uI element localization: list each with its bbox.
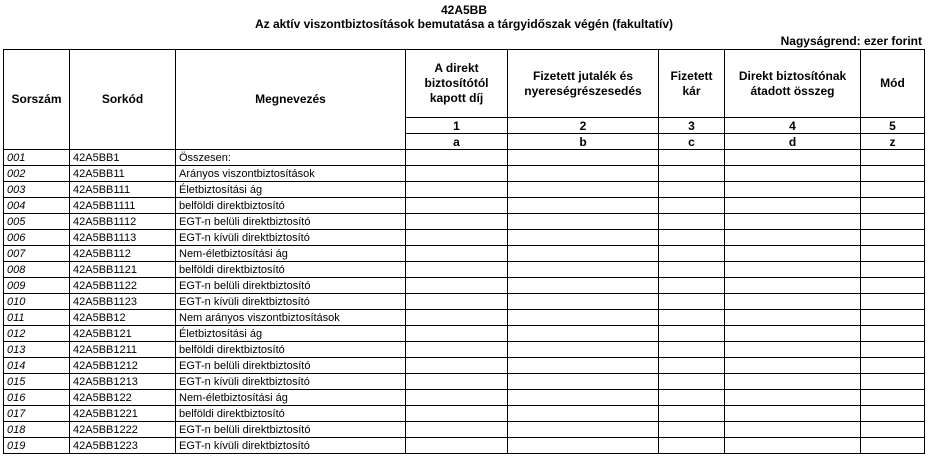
table-row xyxy=(4,310,925,326)
row-sorszam: 002 xyxy=(4,166,70,182)
table-row xyxy=(4,198,925,214)
row-sorkod: 42A5BB1211 xyxy=(70,342,176,358)
value-cell-col1[interactable] xyxy=(406,390,508,406)
value-cell-col4[interactable] xyxy=(725,406,861,422)
value-cell-col4[interactable] xyxy=(725,166,861,182)
table-row xyxy=(4,438,925,454)
value-cell-col3[interactable] xyxy=(659,150,725,166)
row-sorkod: 42A5BB1 xyxy=(70,150,176,166)
row-megnevezes: EGT-n belüli direktbiztosító xyxy=(176,422,406,438)
table-row xyxy=(4,390,925,406)
value-cell-col3[interactable] xyxy=(659,438,725,454)
value-cell-col3[interactable] xyxy=(659,406,725,422)
col-number: 3 xyxy=(659,118,725,134)
value-cell-col4[interactable] xyxy=(725,214,861,230)
value-cell-col1[interactable] xyxy=(406,230,508,246)
value-cell-col5[interactable] xyxy=(861,262,925,278)
value-cell-col3[interactable] xyxy=(659,230,725,246)
value-cell-col3[interactable] xyxy=(659,422,725,438)
row-sorszam: 008 xyxy=(4,262,70,278)
value-cell-col5[interactable] xyxy=(861,278,925,294)
col-header-4: Direkt biztosítónak átadott összeg xyxy=(725,50,861,118)
table-row xyxy=(4,246,925,262)
value-cell-col3[interactable] xyxy=(659,310,725,326)
value-cell-col2[interactable] xyxy=(508,182,659,198)
value-cell-col2[interactable] xyxy=(508,390,659,406)
value-cell-col2[interactable] xyxy=(508,246,659,262)
row-sorkod: 42A5BB1123 xyxy=(70,294,176,310)
value-cell-col1[interactable] xyxy=(406,214,508,230)
value-cell-col4[interactable] xyxy=(725,422,861,438)
value-cell-col1[interactable] xyxy=(406,422,508,438)
value-cell-col4[interactable] xyxy=(725,374,861,390)
col-header-3: Fizetett kár xyxy=(659,50,725,118)
value-cell-col3[interactable] xyxy=(659,198,725,214)
table-row xyxy=(4,182,925,198)
value-cell-col3[interactable] xyxy=(659,326,725,342)
value-cell-col2[interactable] xyxy=(508,422,659,438)
table-row xyxy=(4,278,925,294)
value-cell-col1[interactable] xyxy=(406,262,508,278)
value-cell-col1[interactable] xyxy=(406,246,508,262)
col-letter: b xyxy=(508,134,659,150)
row-sorszam: 003 xyxy=(4,182,70,198)
form-code: 42A5BB xyxy=(440,3,488,17)
table-row xyxy=(4,406,925,422)
value-cell-col2[interactable] xyxy=(508,278,659,294)
value-cell-col2[interactable] xyxy=(508,342,659,358)
row-sorkod: 42A5BB1222 xyxy=(70,422,176,438)
value-cell-col4[interactable] xyxy=(725,294,861,310)
value-cell-col3[interactable] xyxy=(659,294,725,310)
row-sorszam: 005 xyxy=(4,214,70,230)
value-cell-col5[interactable] xyxy=(861,182,925,198)
row-sorkod: 42A5BB1111 xyxy=(70,198,176,214)
value-cell-col5[interactable] xyxy=(861,294,925,310)
value-cell-col4[interactable] xyxy=(725,150,861,166)
row-megnevezes: belföldi direktbiztosító xyxy=(176,406,406,422)
row-sorszam: 009 xyxy=(4,278,70,294)
value-cell-col4[interactable] xyxy=(725,342,861,358)
row-sorszam: 001 xyxy=(4,150,70,166)
value-cell-col1[interactable] xyxy=(406,358,508,374)
col-header-2: Fizetett jutalék és nyereségrészesedés xyxy=(508,50,659,118)
col-number: 5 xyxy=(861,118,925,134)
table-row xyxy=(4,422,925,438)
col-number: 4 xyxy=(725,118,861,134)
value-cell-col4[interactable] xyxy=(725,326,861,342)
value-cell-col5[interactable] xyxy=(861,150,925,166)
value-cell-col1[interactable] xyxy=(406,182,508,198)
value-cell-col5[interactable] xyxy=(861,422,925,438)
value-cell-col3[interactable] xyxy=(659,390,725,406)
table-row xyxy=(4,326,925,342)
value-cell-col1[interactable] xyxy=(406,150,508,166)
row-megnevezes: belföldi direktbiztosító xyxy=(176,198,406,214)
value-cell-col3[interactable] xyxy=(659,182,725,198)
value-cell-col1[interactable] xyxy=(406,438,508,454)
table-row xyxy=(4,342,925,358)
row-sorszam: 004 xyxy=(4,198,70,214)
value-cell-col1[interactable] xyxy=(406,406,508,422)
row-megnevezes: Életbiztosítási ág xyxy=(176,326,406,342)
row-megnevezes: Arányos viszontbiztosítások xyxy=(176,166,406,182)
row-megnevezes: EGT-n belüli direktbiztosító xyxy=(176,214,406,230)
row-sorszam: 019 xyxy=(4,438,70,454)
value-cell-col2[interactable] xyxy=(508,326,659,342)
value-cell-col5[interactable] xyxy=(861,310,925,326)
value-cell-col1[interactable] xyxy=(406,166,508,182)
value-cell-col5[interactable] xyxy=(861,358,925,374)
row-sorszam: 014 xyxy=(4,358,70,374)
value-cell-col2[interactable] xyxy=(508,294,659,310)
col-letter: d xyxy=(725,134,861,150)
value-cell-col1[interactable] xyxy=(406,198,508,214)
row-megnevezes: Összesen: xyxy=(176,150,406,166)
table-row xyxy=(4,358,925,374)
value-cell-col3[interactable] xyxy=(659,246,725,262)
row-megnevezes: EGT-n kívüli direktbiztosító xyxy=(176,438,406,454)
row-sorkod: 42A5BB1221 xyxy=(70,406,176,422)
col-letter: c xyxy=(659,134,725,150)
row-megnevezes: Nem arányos viszontbiztosítások xyxy=(176,310,406,326)
value-cell-col4[interactable] xyxy=(725,230,861,246)
col-letter: z xyxy=(861,134,925,150)
row-sorkod: 42A5BB1122 xyxy=(70,278,176,294)
table-row xyxy=(4,294,925,310)
row-sorkod: 42A5BB11 xyxy=(70,166,176,182)
row-sorkod: 42A5BB1212 xyxy=(70,358,176,374)
table-row xyxy=(4,374,925,390)
value-cell-col3[interactable] xyxy=(659,166,725,182)
table-row xyxy=(4,262,925,278)
value-cell-col1[interactable] xyxy=(406,374,508,390)
value-cell-col5[interactable] xyxy=(861,246,925,262)
value-cell-col5[interactable] xyxy=(861,406,925,422)
header-row xyxy=(4,50,925,118)
row-sorkod: 42A5BB112 xyxy=(70,246,176,262)
row-sorkod: 42A5BB1112 xyxy=(70,214,176,230)
value-cell-col2[interactable] xyxy=(508,230,659,246)
row-sorkod: 42A5BB111 xyxy=(70,182,176,198)
value-cell-col1[interactable] xyxy=(406,326,508,342)
value-cell-col2[interactable] xyxy=(508,374,659,390)
row-megnevezes: belföldi direktbiztosító xyxy=(176,342,406,358)
row-sorszam: 011 xyxy=(4,310,70,326)
row-sorszam: 007 xyxy=(4,246,70,262)
value-cell-col5[interactable] xyxy=(861,230,925,246)
row-megnevezes: Nem-életbiztosítási ág xyxy=(176,246,406,262)
row-megnevezes: EGT-n kívüli direktbiztosító xyxy=(176,230,406,246)
row-megnevezes: Életbiztosítási ág xyxy=(176,182,406,198)
value-cell-col2[interactable] xyxy=(508,310,659,326)
row-sorkod: 42A5BB121 xyxy=(70,326,176,342)
table-row xyxy=(4,230,925,246)
col-number: 1 xyxy=(406,118,508,134)
col-header-1: A direkt biztosítótól kapott díj xyxy=(406,50,508,118)
value-cell-col2[interactable] xyxy=(508,214,659,230)
row-sorszam: 015 xyxy=(4,374,70,390)
row-sorszam: 010 xyxy=(4,294,70,310)
value-cell-col2[interactable] xyxy=(508,406,659,422)
table-row xyxy=(4,166,925,182)
value-cell-col5[interactable] xyxy=(861,438,925,454)
value-cell-col4[interactable] xyxy=(725,438,861,454)
row-sorkod: 42A5BB1223 xyxy=(70,438,176,454)
value-cell-col4[interactable] xyxy=(725,310,861,326)
value-cell-col5[interactable] xyxy=(861,374,925,390)
value-cell-col4[interactable] xyxy=(725,278,861,294)
value-cell-col3[interactable] xyxy=(659,342,725,358)
row-megnevezes: EGT-n kívüli direktbiztosító xyxy=(176,294,406,310)
value-cell-col4[interactable] xyxy=(725,182,861,198)
col-header-megnevezes: Megnevezés xyxy=(176,50,406,150)
row-sorkod: 42A5BB1213 xyxy=(70,374,176,390)
value-cell-col2[interactable] xyxy=(508,150,659,166)
col-header-sorkod: Sorkód xyxy=(70,50,176,150)
value-cell-col1[interactable] xyxy=(406,342,508,358)
row-sorszam: 018 xyxy=(4,422,70,438)
col-number: 2 xyxy=(508,118,659,134)
value-cell-col5[interactable] xyxy=(861,342,925,358)
form-title: Az aktív viszontbiztosítások bemutatása a tárgyidőszak végén (fakultatív) xyxy=(254,17,674,31)
value-cell-col4[interactable] xyxy=(725,198,861,214)
value-cell-col2[interactable] xyxy=(508,198,659,214)
col-letter: a xyxy=(406,134,508,150)
value-cell-col2[interactable] xyxy=(508,438,659,454)
row-sorszam: 006 xyxy=(4,230,70,246)
value-cell-col2[interactable] xyxy=(508,358,659,374)
value-cell-col4[interactable] xyxy=(725,358,861,374)
value-cell-col3[interactable] xyxy=(659,358,725,374)
value-cell-col4[interactable] xyxy=(725,390,861,406)
value-cell-col5[interactable] xyxy=(861,166,925,182)
row-sorszam: 013 xyxy=(4,342,70,358)
row-sorszam: 017 xyxy=(4,406,70,422)
value-cell-col5[interactable] xyxy=(861,198,925,214)
value-cell-col5[interactable] xyxy=(861,214,925,230)
value-cell-col3[interactable] xyxy=(659,262,725,278)
report-table xyxy=(3,49,925,454)
value-cell-col5[interactable] xyxy=(861,326,925,342)
unit-label: Nagyságrend: ezer forint xyxy=(780,34,922,48)
value-cell-col1[interactable] xyxy=(406,294,508,310)
value-cell-col4[interactable] xyxy=(725,262,861,278)
value-cell-col3[interactable] xyxy=(659,214,725,230)
col-header-5: Mód xyxy=(861,50,925,118)
row-sorszam: 012 xyxy=(4,326,70,342)
value-cell-col1[interactable] xyxy=(406,278,508,294)
table-row xyxy=(4,150,925,166)
value-cell-col5[interactable] xyxy=(861,390,925,406)
value-cell-col2[interactable] xyxy=(508,166,659,182)
row-sorkod: 42A5BB1113 xyxy=(70,230,176,246)
row-sorkod: 42A5BB12 xyxy=(70,310,176,326)
row-sorszam: 016 xyxy=(4,390,70,406)
row-megnevezes: Nem-életbiztosítási ág xyxy=(176,390,406,406)
value-cell-col2[interactable] xyxy=(508,262,659,278)
value-cell-col3[interactable] xyxy=(659,278,725,294)
row-sorkod: 42A5BB1121 xyxy=(70,262,176,278)
value-cell-col4[interactable] xyxy=(725,246,861,262)
row-megnevezes: EGT-n belüli direktbiztosító xyxy=(176,358,406,374)
value-cell-col3[interactable] xyxy=(659,374,725,390)
row-megnevezes: EGT-n kívüli direktbiztosító xyxy=(176,374,406,390)
value-cell-col1[interactable] xyxy=(406,310,508,326)
row-sorkod: 42A5BB122 xyxy=(70,390,176,406)
table-row xyxy=(4,214,925,230)
row-megnevezes: EGT-n belüli direktbiztosító xyxy=(176,278,406,294)
col-header-sorszam: Sorszám xyxy=(4,50,70,150)
row-megnevezes: belföldi direktbiztosító xyxy=(176,262,406,278)
